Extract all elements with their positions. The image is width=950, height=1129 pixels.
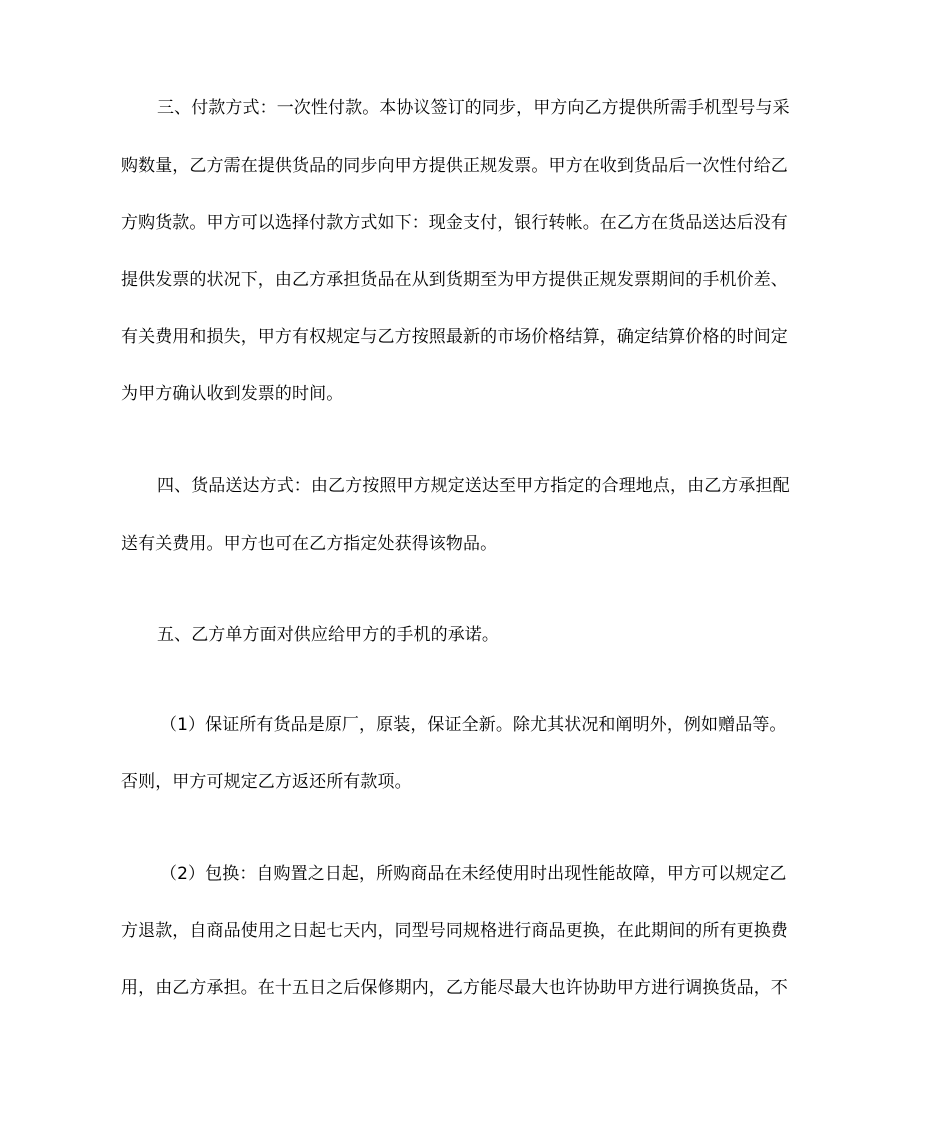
paragraph-4-line-2: 送有关费用。甲方也可在乙方指定处获得该物品。 (121, 534, 498, 554)
item-2-line-1: （2）包换：自购置之日起，所购商品在未经使用时出现性能故障，甲方可以规定乙 (160, 864, 787, 884)
paragraph-3-line-2: 购数量，乙方需在提供货品的同步向甲方提供正规发票。甲方在收到货品后一次性付给乙 (121, 156, 788, 176)
paragraph-3-line-5: 有关费用和损失，甲方有权规定与乙方按照最新的市场价格结算，确定结算价格的时间定 (121, 327, 788, 347)
item-1-line-2: 否则，甲方可规定乙方返还所有款项。 (121, 772, 412, 792)
paragraph-4-line-1: 四、货品送达方式：由乙方按照甲方规定送达至甲方指定的合理地点，由乙方承担配 (157, 476, 790, 496)
item-2-line-3: 用，由乙方承担。在十五日之后保修期内，乙方能尽最大也许协助甲方进行调换货品，不 (121, 978, 788, 998)
paragraph-3-line-4: 提供发票的状况下，由乙方承担货品在从到货期至为甲方提供正规发票期间的手机价差、 (121, 270, 788, 290)
paragraph-3-line-1: 三、付款方式：一次性付款。本协议签订的同步，甲方向乙方提供所需手机型号与采 (157, 98, 790, 118)
paragraph-5-heading: 五、乙方单方面对供应给甲方的手机的承诺。 (157, 625, 499, 645)
paragraph-3-line-3: 方购货款。甲方可以选择付款方式如下：现金支付，银行转帐。在乙方在货品送达后没有 (121, 213, 788, 233)
paragraph-3-line-6: 为甲方确认收到发票的时间。 (121, 384, 344, 404)
item-1-line-1: （1）保证所有货品是原厂，原装，保证全新。除尤其状况和阐明外，例如赠品等。 (160, 715, 787, 735)
item-2-line-2: 方退款，自商品使用之日起七天内，同型号同规格进行商品更换，在此期间的所有更换费 (121, 921, 788, 941)
